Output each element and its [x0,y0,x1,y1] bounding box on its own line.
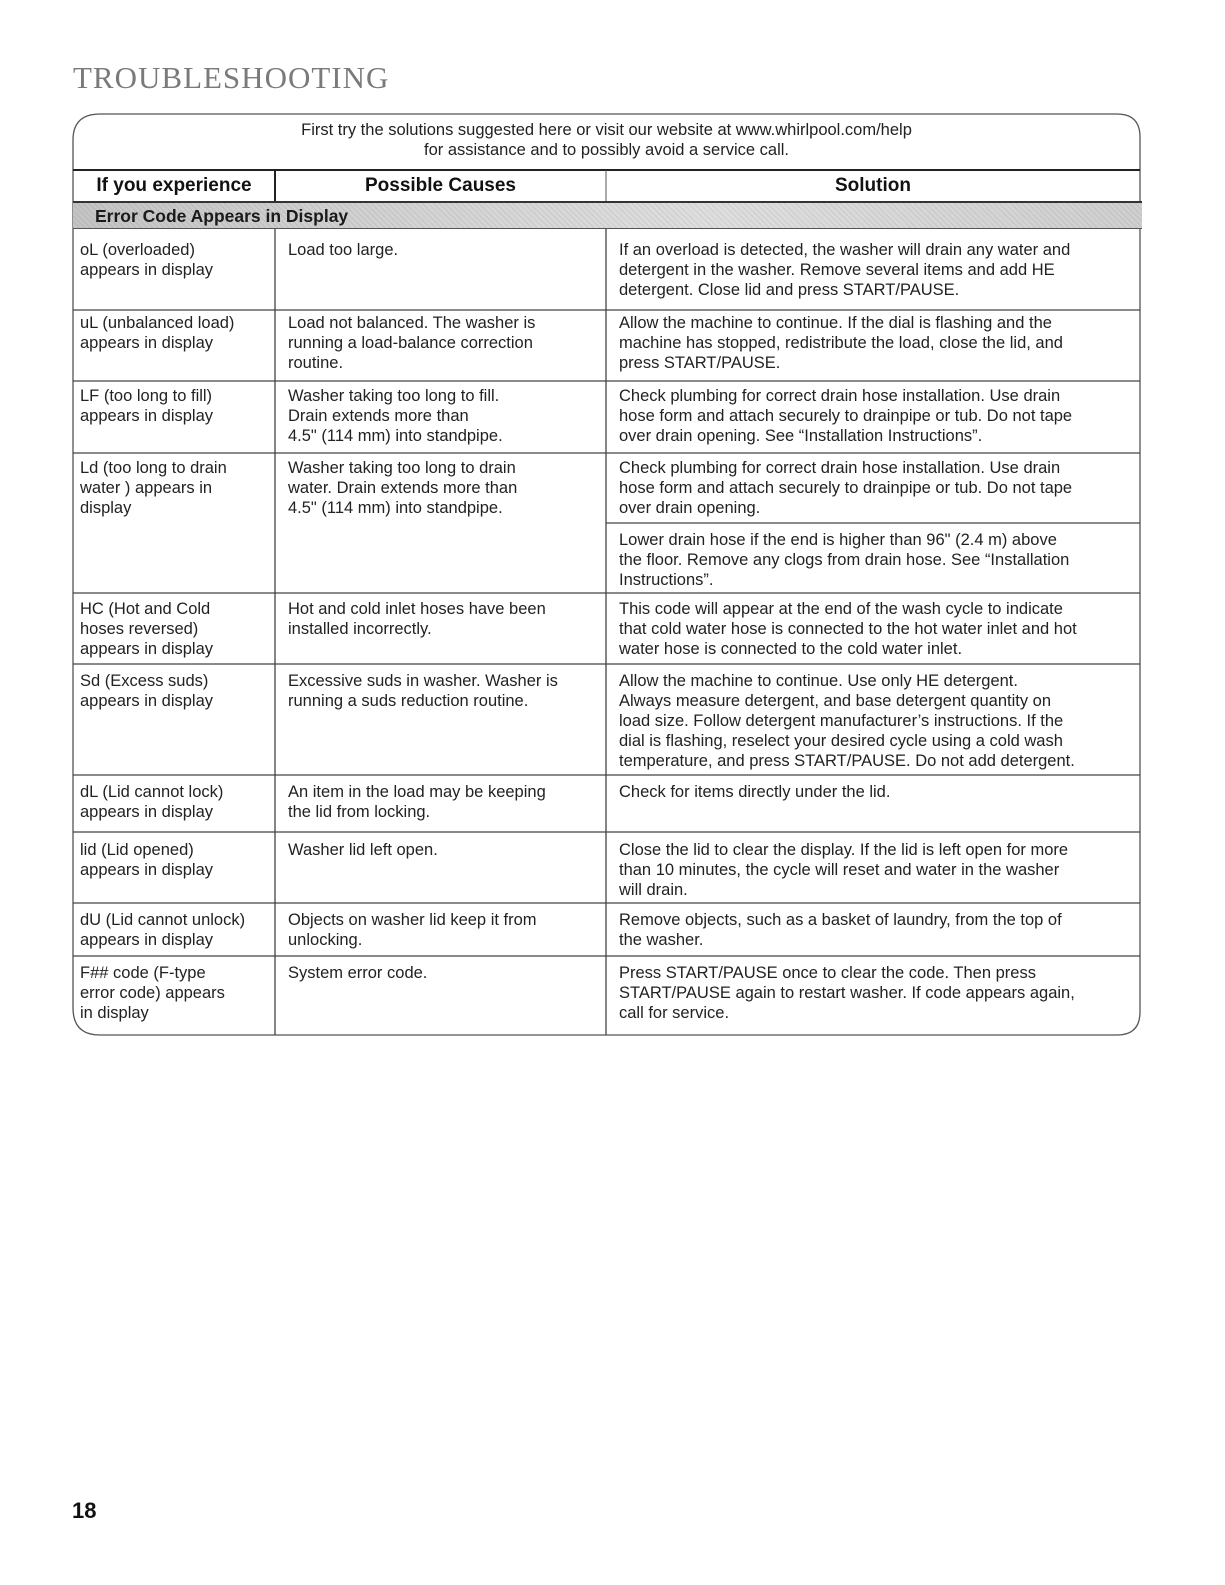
section-band [73,201,1142,229]
cell-experience: LF (too long to fill) appears in display [80,387,213,425]
cell-causes: System error code. [288,964,428,982]
cell-experience: dL (Lid cannot lock) appears in display [80,783,224,821]
header-solution: Solution [835,175,911,196]
cell-causes: Load not balanced. The washer is running a load-balance correction routine. [288,314,536,372]
cell-experience: dU (Lid cannot unlock) appears in display [80,911,246,949]
intro-line-2: for assistance and to possibly avoid a service call. [423,141,789,159]
cell-solution: Check plumbing for correct drain hose installation. Use drain hose form and attach securely to drainpipe or tub. Do not tape over drain opening. [619,459,1073,517]
page-title: TROUBLESHOOTING [73,60,390,95]
cell-causes: Load too large. [288,241,399,259]
header-causes: Possible Causes [364,175,517,196]
cell-solution: If an overload is detected, the washer will drain any water and detergent in the washer. Remove several items and add HE detergent. Close lid and press START/PAUSE. [619,241,1071,299]
cell-solution: Check plumbing for correct drain hose installation. Use drain hose form and attach securely to drainpipe or tub. Do not tape over drain opening. See “Installation Instructions”. [619,387,1073,445]
cell-experience: Ld (too long to drain water ) appears in display [80,459,227,517]
cell-causes: Excessive suds in washer. Washer is running a suds reduction routine. [288,672,558,710]
cell-experience: uL (unbalanced load) appears in display [80,314,235,352]
cell-solution: Allow the machine to continue. Use only HE detergent. Always measure detergent, and base detergent quantity on load size. Follow detergent manufacturer’s instructions. If the dial is flashing, reselect your desired cycle using a cold wash temperature, and press START/PAUSE. Do not add detergent. [619,672,1075,770]
cell-solution: Close the lid to clear the display. If the lid is left open for more than 10 minutes, the cycle will reset and water in the washer will drain. [619,841,1069,899]
cell-solution: Press START/PAUSE once to clear the code. Then press START/PAUSE again to restart washer. If code appears again, call for service. [619,964,1075,1022]
page-number: 18 [72,1498,97,1523]
cell-experience: lid (Lid opened) appears in display [80,841,213,879]
cell-causes: Hot and cold inlet hoses have been installed incorrectly. [288,600,546,638]
section-title: Error Code Appears in Display [95,206,349,226]
intro-text [73,120,1140,160]
cell-solution: Remove objects, such as a basket of laundry, from the top of the washer. [619,911,1062,949]
cell-solution-2: Lower drain hose if the end is higher than 96" (2.4 m) above the floor. Remove any clogs from drain hose. See “Installation Instructions”. [619,531,1070,589]
cell-causes: Washer taking too long to drain water. Drain extends more than 4.5" (114 mm) into standpipe. [288,459,518,517]
cell-experience: HC (Hot and Cold hoses reversed) appears in display [80,600,213,658]
cell-experience: F## code (F-type error code) appears in display [80,964,225,1022]
cell-solution: Allow the machine to continue. If the dial is flashing and the machine has stopped, redistribute the load, close the lid, and press START/PAUSE. [619,314,1063,372]
cell-causes: Washer taking too long to fill. Drain extends more than 4.5" (114 mm) into standpipe. [288,387,503,445]
cell-experience: Sd (Excess suds) appears in display [80,672,213,710]
intro-line-1: First try the solutions suggested here or visit our website at www.whirlpool.com/help [301,121,912,139]
cell-causes: Objects on washer lid keep it from unlocking. [288,911,537,949]
cell-experience: oL (overloaded) appears in display [80,241,213,279]
cell-causes: An item in the load may be keeping the lid from locking. [288,783,546,821]
cell-causes: Washer lid left open. [288,841,438,859]
cell-solution: This code will appear at the end of the wash cycle to indicate that cold water hose is connected to the hot water inlet and hot water hose is connected to the cold water inlet. [619,600,1077,658]
header-experience: If you experience [96,175,252,196]
cell-solution: Check for items directly under the lid. [619,783,891,801]
